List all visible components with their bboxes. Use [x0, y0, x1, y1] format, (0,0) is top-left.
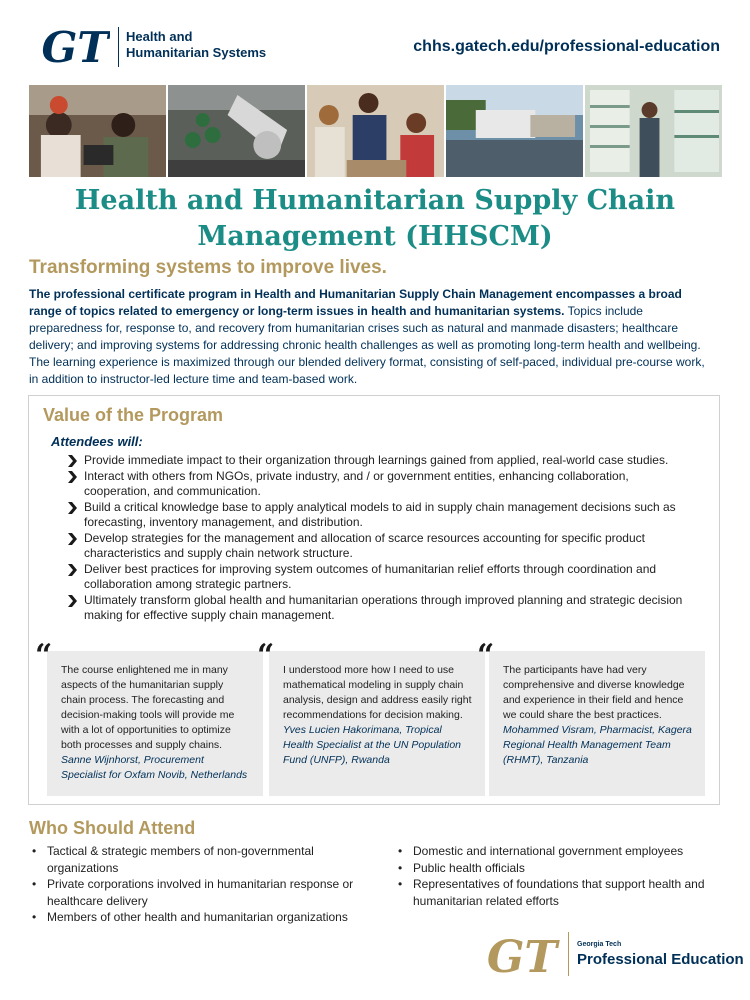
value-bullet: Develop strategies for the management and allocation of scarce resources accounting for specific product characteristics and supply chain network structure.: [67, 531, 687, 562]
who-list-left: [29, 843, 364, 926]
footer-logo-small: Georgia Tech: [577, 941, 622, 948]
photo-flooded-street: [446, 85, 583, 177]
header: [0, 0, 750, 85]
footer-logo-big: Professional Education: [577, 951, 744, 968]
testimonial-text: I understood more how I need to use mathematical modeling in supply chain analysis, design and address easily right recommendations for decision making. Yves Lucien Hakorimana, Tropical Health Specialist at the UN Population Fund (UNFP), Rwanda: [283, 664, 472, 766]
chevron-right-icon: [67, 471, 78, 483]
who-item: • Public health officials: [395, 860, 715, 877]
testimonial-card: [35, 641, 263, 796]
testimonial-card: [257, 641, 485, 796]
svg-text:GT: GT: [486, 932, 558, 978]
quote-mark-icon: [257, 641, 279, 659]
chevron-right-icon: [67, 455, 78, 467]
svg-text:“: “: [477, 641, 495, 659]
intro-body: Topics include preparedness for, response to, and recovery from humanitarian crises such as natural and manmade disasters; healthcare delivery; and improving systems for addressing chronic health challenges as well as promoting long-term health and wellbeing. The learning experience is maximized through our blended delivery format, consisting of self-paced, individual pre-course work, in addition to instructor-led lecture time and team-based work.: [29, 304, 705, 386]
svg-text:“: “: [257, 641, 275, 659]
who-list-right: [395, 843, 715, 909]
attendees-label: Attendees will:: [51, 434, 143, 449]
who-item: • Domestic and international government employees: [395, 843, 715, 860]
value-title: Value of the Program: [43, 405, 224, 425]
testimonial-card: [477, 641, 705, 796]
logo-divider: [118, 27, 119, 67]
gt-logo-icon: [40, 24, 110, 68]
testimonial-author: Yves Lucien Hakorimana, Tropical Health Specialist at the UN Population Fund (UNFP), Rwanda: [283, 724, 462, 766]
logo-line2: Humanitarian Systems: [126, 45, 267, 60]
who-title: Who Should Attend: [29, 818, 196, 838]
gt-pe-logo-icon: [485, 932, 560, 978]
photo-group-discussion: [307, 85, 444, 177]
value-bullet: Interact with others from NGOs, private industry, and / or government entities, enhancing collaboration, cooperation, and communication.: [67, 469, 687, 500]
value-bullet: Ultimately transform global health and humanitarian operations through improved planning and strategic decision making for effective supply chain management.: [67, 593, 687, 624]
testimonials: [35, 641, 707, 796]
intro-paragraph: [29, 286, 709, 388]
value-bullet-list: [67, 453, 687, 624]
testimonial-author: Sanne Wijnhorst, Procurement Specialist for Oxfam Novib, Netherlands: [61, 754, 248, 781]
value-bullet: Build a critical knowledge base to apply analytical models to aid in supply chain management decisions such as forecasting, inventory management, and distribution.: [67, 500, 687, 531]
photo-training-session: [29, 85, 166, 177]
footer-logo-divider: [568, 932, 569, 976]
value-bullet: Deliver best practices for improving system outcomes of humanitarian relief efforts through coordination and collaboration among strategic partners.: [67, 562, 687, 593]
value-bullet: Provide immediate impact to their organization through learnings gained from applied, real-world case studies.: [67, 453, 687, 469]
logo-text: [126, 29, 306, 61]
page-subtitle: Transforming systems to improve lives.: [29, 257, 387, 278]
value-section: [28, 395, 720, 805]
chevron-right-icon: [67, 564, 78, 576]
quote-mark-icon: [35, 641, 57, 659]
chevron-right-icon: [67, 502, 78, 514]
page-title: Health and Humanitarian Supply Chain Management (HHSCM): [74, 185, 676, 252]
site-url-link[interactable]: chhs.gatech.edu/professional-education: [413, 38, 720, 55]
photo-strip: [29, 85, 722, 177]
who-item: • Representatives of foundations that support health and humanitarian related efforts: [395, 876, 715, 909]
intro-lead: The professional certificate program in Health and Humanitarian Supply Chain Management encompasses a broad range of topics related to emergency or long-term issues in health and humanitarian systems.: [29, 287, 682, 318]
photo-pharmacy-shelves: [585, 85, 722, 177]
logo-line1: Health and: [126, 29, 193, 44]
who-item: • Tactical & strategic members of non-governmental organizations: [29, 843, 364, 876]
testimonial-text: The participants have had very comprehensive and diverse knowledge and experience in their field and hence we could share the best practices. Mohammed Visram, Pharmacist, Kagera Regional Health Management Team (RHMT), Tanzania: [503, 664, 692, 766]
quote-mark-icon: [477, 641, 499, 659]
testimonial-text: The course enlightened me in many aspects of the humanitarian supply chain process. The forecasting and decision-making tools will provide me with a lot of opportunities to optimize both processes and supply chains. Sanne Wijnhorst, Procurement Specialist for Oxfam Novib, Netherlands: [61, 663, 251, 783]
testimonial-author: Mohammed Visram, Pharmacist, Kagera Regional Health Management Team (RHMT), Tanzania: [503, 724, 692, 766]
who-item: • Private corporations involved in humanitarian response or healthcare delivery: [29, 876, 364, 909]
who-item: • Members of other health and humanitarian organizations: [29, 909, 364, 926]
chevron-right-icon: [67, 533, 78, 545]
svg-text:GT: GT: [41, 24, 109, 68]
photo-field-equipment: [168, 85, 305, 177]
chevron-right-icon: [67, 595, 78, 607]
svg-text:“: “: [35, 641, 53, 659]
